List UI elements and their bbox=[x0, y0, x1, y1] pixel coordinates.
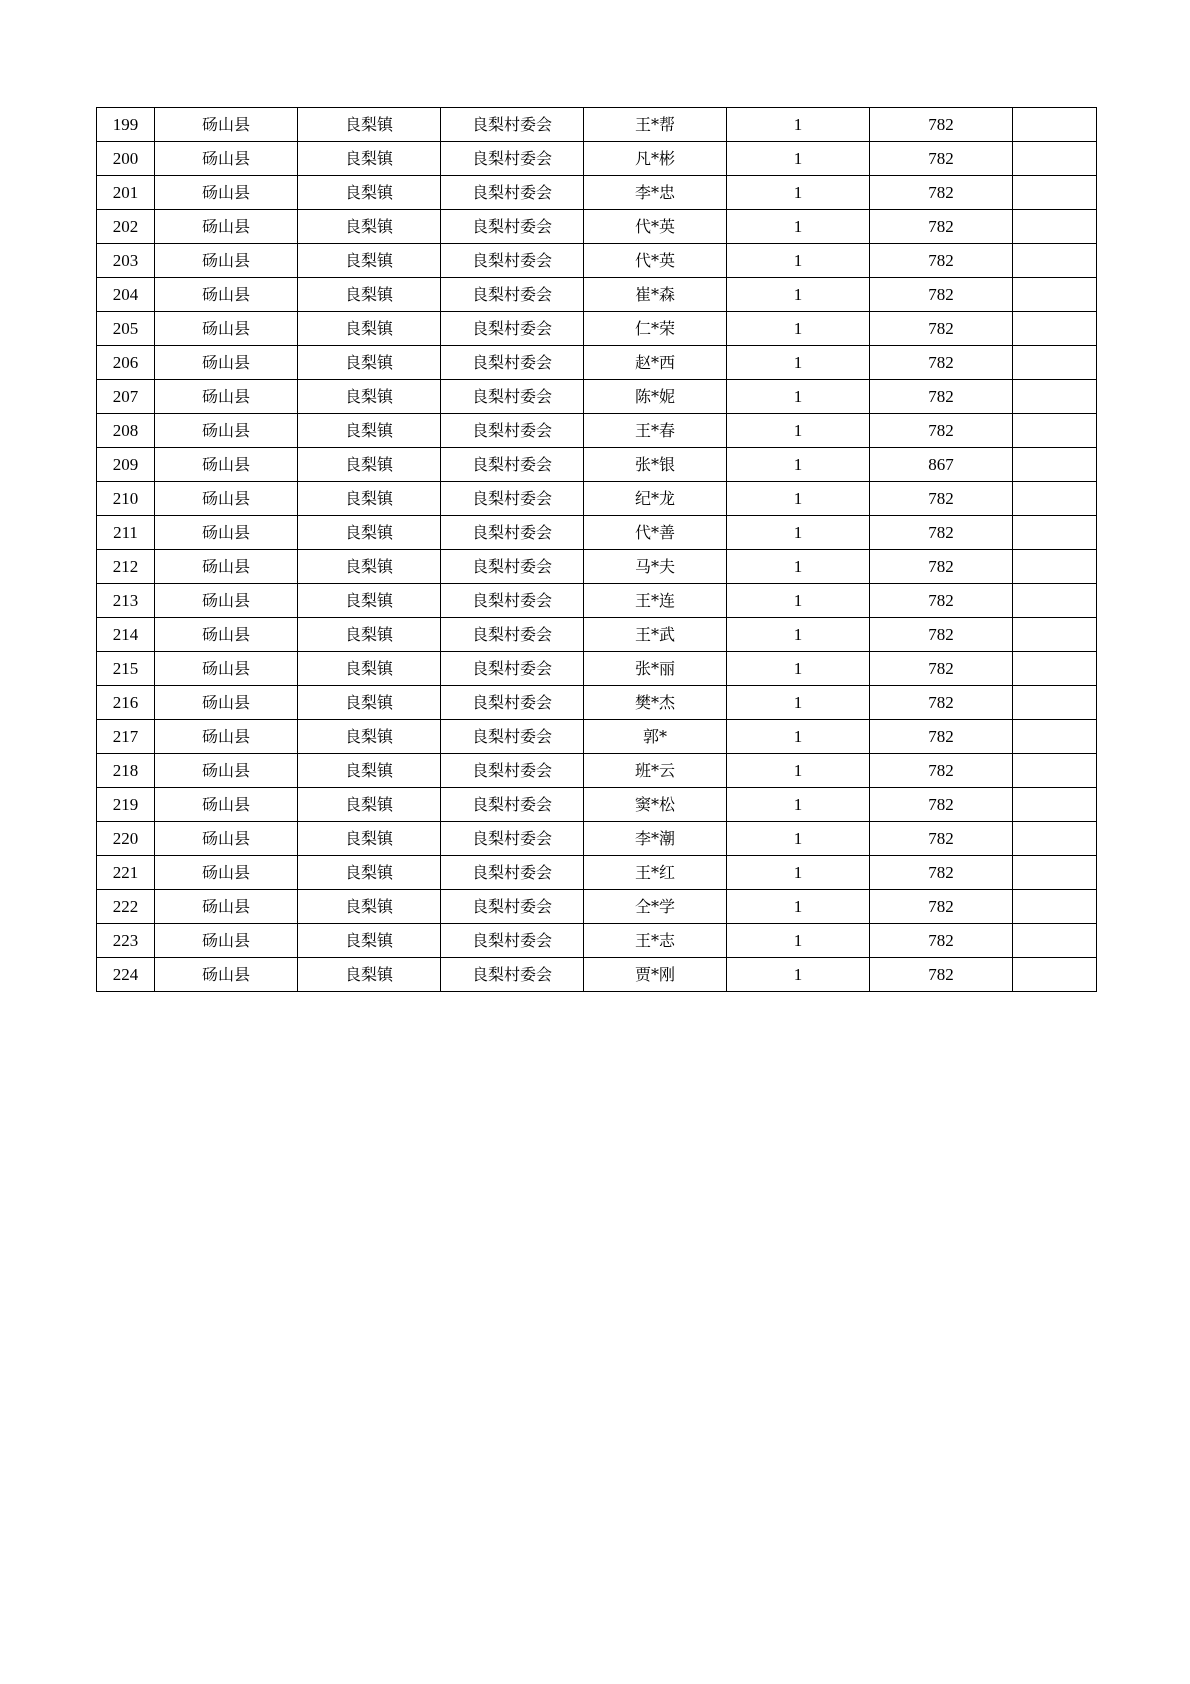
amount-cell: 782 bbox=[870, 210, 1013, 244]
name-cell: 班*云 bbox=[584, 754, 727, 788]
count-cell: 1 bbox=[727, 244, 870, 278]
village-committee-cell: 良梨村委会 bbox=[441, 210, 584, 244]
row-number-cell: 206 bbox=[97, 346, 155, 380]
count-cell: 1 bbox=[727, 414, 870, 448]
amount-cell: 782 bbox=[870, 754, 1013, 788]
town-cell: 良梨镇 bbox=[298, 754, 441, 788]
count-cell: 1 bbox=[727, 176, 870, 210]
count-cell: 1 bbox=[727, 822, 870, 856]
count-cell: 1 bbox=[727, 686, 870, 720]
town-cell: 良梨镇 bbox=[298, 176, 441, 210]
remark-cell bbox=[1013, 788, 1097, 822]
name-cell: 王*连 bbox=[584, 584, 727, 618]
row-number-cell: 219 bbox=[97, 788, 155, 822]
count-cell: 1 bbox=[727, 924, 870, 958]
county-cell: 砀山县 bbox=[155, 516, 298, 550]
village-committee-cell: 良梨村委会 bbox=[441, 278, 584, 312]
town-cell: 良梨镇 bbox=[298, 686, 441, 720]
amount-cell: 782 bbox=[870, 584, 1013, 618]
row-number-cell: 212 bbox=[97, 550, 155, 584]
name-cell: 王*红 bbox=[584, 856, 727, 890]
name-cell: 凡*彬 bbox=[584, 142, 727, 176]
town-cell: 良梨镇 bbox=[298, 822, 441, 856]
town-cell: 良梨镇 bbox=[298, 924, 441, 958]
town-cell: 良梨镇 bbox=[298, 108, 441, 142]
table-row bbox=[97, 142, 1097, 176]
county-cell: 砀山县 bbox=[155, 312, 298, 346]
county-cell: 砀山县 bbox=[155, 482, 298, 516]
amount-cell: 782 bbox=[870, 244, 1013, 278]
town-cell: 良梨镇 bbox=[298, 788, 441, 822]
count-cell: 1 bbox=[727, 210, 870, 244]
remark-cell bbox=[1013, 346, 1097, 380]
amount-cell: 782 bbox=[870, 788, 1013, 822]
table-row bbox=[97, 618, 1097, 652]
amount-cell: 782 bbox=[870, 176, 1013, 210]
subsidy-roster-table bbox=[96, 107, 1097, 992]
county-cell: 砀山县 bbox=[155, 414, 298, 448]
village-committee-cell: 良梨村委会 bbox=[441, 380, 584, 414]
county-cell: 砀山县 bbox=[155, 618, 298, 652]
amount-cell: 782 bbox=[870, 278, 1013, 312]
row-number-cell: 221 bbox=[97, 856, 155, 890]
amount-cell: 782 bbox=[870, 380, 1013, 414]
count-cell: 1 bbox=[727, 652, 870, 686]
village-committee-cell: 良梨村委会 bbox=[441, 414, 584, 448]
town-cell: 良梨镇 bbox=[298, 618, 441, 652]
amount-cell: 782 bbox=[870, 924, 1013, 958]
remark-cell bbox=[1013, 142, 1097, 176]
remark-cell bbox=[1013, 958, 1097, 992]
name-cell: 仝*学 bbox=[584, 890, 727, 924]
county-cell: 砀山县 bbox=[155, 958, 298, 992]
amount-cell: 782 bbox=[870, 142, 1013, 176]
row-number-cell: 200 bbox=[97, 142, 155, 176]
amount-cell: 782 bbox=[870, 550, 1013, 584]
count-cell: 1 bbox=[727, 890, 870, 924]
county-cell: 砀山县 bbox=[155, 720, 298, 754]
county-cell: 砀山县 bbox=[155, 346, 298, 380]
village-committee-cell: 良梨村委会 bbox=[441, 550, 584, 584]
amount-cell: 782 bbox=[870, 822, 1013, 856]
row-number-cell: 224 bbox=[97, 958, 155, 992]
town-cell: 良梨镇 bbox=[298, 244, 441, 278]
table-row bbox=[97, 312, 1097, 346]
row-number-cell: 208 bbox=[97, 414, 155, 448]
amount-cell: 782 bbox=[870, 686, 1013, 720]
county-cell: 砀山县 bbox=[155, 380, 298, 414]
remark-cell bbox=[1013, 380, 1097, 414]
village-committee-cell: 良梨村委会 bbox=[441, 924, 584, 958]
row-number-cell: 209 bbox=[97, 448, 155, 482]
count-cell: 1 bbox=[727, 856, 870, 890]
row-number-cell: 201 bbox=[97, 176, 155, 210]
remark-cell bbox=[1013, 584, 1097, 618]
village-committee-cell: 良梨村委会 bbox=[441, 176, 584, 210]
table-row bbox=[97, 210, 1097, 244]
table-row bbox=[97, 448, 1097, 482]
count-cell: 1 bbox=[727, 516, 870, 550]
remark-cell bbox=[1013, 652, 1097, 686]
county-cell: 砀山县 bbox=[155, 278, 298, 312]
amount-cell: 782 bbox=[870, 516, 1013, 550]
remark-cell bbox=[1013, 550, 1097, 584]
table-row bbox=[97, 176, 1097, 210]
name-cell: 贾*刚 bbox=[584, 958, 727, 992]
county-cell: 砀山县 bbox=[155, 210, 298, 244]
table-row bbox=[97, 754, 1097, 788]
name-cell: 仁*荣 bbox=[584, 312, 727, 346]
table-row bbox=[97, 720, 1097, 754]
village-committee-cell: 良梨村委会 bbox=[441, 346, 584, 380]
name-cell: 张*丽 bbox=[584, 652, 727, 686]
name-cell: 樊*杰 bbox=[584, 686, 727, 720]
count-cell: 1 bbox=[727, 754, 870, 788]
remark-cell bbox=[1013, 720, 1097, 754]
amount-cell: 782 bbox=[870, 856, 1013, 890]
amount-cell: 782 bbox=[870, 720, 1013, 754]
remark-cell bbox=[1013, 244, 1097, 278]
row-number-cell: 223 bbox=[97, 924, 155, 958]
county-cell: 砀山县 bbox=[155, 584, 298, 618]
village-committee-cell: 良梨村委会 bbox=[441, 822, 584, 856]
county-cell: 砀山县 bbox=[155, 754, 298, 788]
table-row bbox=[97, 346, 1097, 380]
village-committee-cell: 良梨村委会 bbox=[441, 244, 584, 278]
town-cell: 良梨镇 bbox=[298, 482, 441, 516]
village-committee-cell: 良梨村委会 bbox=[441, 720, 584, 754]
row-number-cell: 216 bbox=[97, 686, 155, 720]
row-number-cell: 215 bbox=[97, 652, 155, 686]
name-cell: 王*帮 bbox=[584, 108, 727, 142]
name-cell: 崔*森 bbox=[584, 278, 727, 312]
town-cell: 良梨镇 bbox=[298, 380, 441, 414]
row-number-cell: 211 bbox=[97, 516, 155, 550]
name-cell: 赵*西 bbox=[584, 346, 727, 380]
village-committee-cell: 良梨村委会 bbox=[441, 856, 584, 890]
county-cell: 砀山县 bbox=[155, 550, 298, 584]
amount-cell: 782 bbox=[870, 618, 1013, 652]
row-number-cell: 218 bbox=[97, 754, 155, 788]
town-cell: 良梨镇 bbox=[298, 278, 441, 312]
row-number-cell: 202 bbox=[97, 210, 155, 244]
county-cell: 砀山县 bbox=[155, 448, 298, 482]
town-cell: 良梨镇 bbox=[298, 890, 441, 924]
county-cell: 砀山县 bbox=[155, 244, 298, 278]
remark-cell bbox=[1013, 312, 1097, 346]
count-cell: 1 bbox=[727, 720, 870, 754]
table-row bbox=[97, 788, 1097, 822]
name-cell: 纪*龙 bbox=[584, 482, 727, 516]
table-row bbox=[97, 278, 1097, 312]
count-cell: 1 bbox=[727, 380, 870, 414]
town-cell: 良梨镇 bbox=[298, 720, 441, 754]
count-cell: 1 bbox=[727, 278, 870, 312]
row-number-cell: 205 bbox=[97, 312, 155, 346]
village-committee-cell: 良梨村委会 bbox=[441, 618, 584, 652]
remark-cell bbox=[1013, 924, 1097, 958]
remark-cell bbox=[1013, 856, 1097, 890]
count-cell: 1 bbox=[727, 482, 870, 516]
name-cell: 王*武 bbox=[584, 618, 727, 652]
table-row bbox=[97, 890, 1097, 924]
county-cell: 砀山县 bbox=[155, 652, 298, 686]
town-cell: 良梨镇 bbox=[298, 448, 441, 482]
row-number-cell: 210 bbox=[97, 482, 155, 516]
village-committee-cell: 良梨村委会 bbox=[441, 584, 584, 618]
town-cell: 良梨镇 bbox=[298, 958, 441, 992]
count-cell: 1 bbox=[727, 958, 870, 992]
town-cell: 良梨镇 bbox=[298, 856, 441, 890]
village-committee-cell: 良梨村委会 bbox=[441, 516, 584, 550]
count-cell: 1 bbox=[727, 584, 870, 618]
row-number-cell: 207 bbox=[97, 380, 155, 414]
county-cell: 砀山县 bbox=[155, 176, 298, 210]
table-row bbox=[97, 584, 1097, 618]
remark-cell bbox=[1013, 890, 1097, 924]
remark-cell bbox=[1013, 108, 1097, 142]
table-row bbox=[97, 380, 1097, 414]
village-committee-cell: 良梨村委会 bbox=[441, 788, 584, 822]
county-cell: 砀山县 bbox=[155, 822, 298, 856]
remark-cell bbox=[1013, 516, 1097, 550]
row-number-cell: 199 bbox=[97, 108, 155, 142]
table-row bbox=[97, 652, 1097, 686]
name-cell: 王*春 bbox=[584, 414, 727, 448]
village-committee-cell: 良梨村委会 bbox=[441, 448, 584, 482]
name-cell: 李*忠 bbox=[584, 176, 727, 210]
remark-cell bbox=[1013, 278, 1097, 312]
count-cell: 1 bbox=[727, 142, 870, 176]
table-row bbox=[97, 822, 1097, 856]
amount-cell: 867 bbox=[870, 448, 1013, 482]
town-cell: 良梨镇 bbox=[298, 312, 441, 346]
table-row bbox=[97, 856, 1097, 890]
row-number-cell: 222 bbox=[97, 890, 155, 924]
village-committee-cell: 良梨村委会 bbox=[441, 958, 584, 992]
town-cell: 良梨镇 bbox=[298, 414, 441, 448]
town-cell: 良梨镇 bbox=[298, 142, 441, 176]
table-row bbox=[97, 482, 1097, 516]
name-cell: 王*志 bbox=[584, 924, 727, 958]
row-number-cell: 213 bbox=[97, 584, 155, 618]
name-cell: 代*善 bbox=[584, 516, 727, 550]
county-cell: 砀山县 bbox=[155, 686, 298, 720]
name-cell: 代*英 bbox=[584, 210, 727, 244]
name-cell: 张*银 bbox=[584, 448, 727, 482]
amount-cell: 782 bbox=[870, 890, 1013, 924]
table-row bbox=[97, 516, 1097, 550]
row-number-cell: 217 bbox=[97, 720, 155, 754]
name-cell: 马*夫 bbox=[584, 550, 727, 584]
amount-cell: 782 bbox=[870, 312, 1013, 346]
table-row bbox=[97, 924, 1097, 958]
row-number-cell: 214 bbox=[97, 618, 155, 652]
town-cell: 良梨镇 bbox=[298, 550, 441, 584]
table-row bbox=[97, 550, 1097, 584]
village-committee-cell: 良梨村委会 bbox=[441, 652, 584, 686]
remark-cell bbox=[1013, 414, 1097, 448]
village-committee-cell: 良梨村委会 bbox=[441, 482, 584, 516]
count-cell: 1 bbox=[727, 618, 870, 652]
name-cell: 郭* bbox=[584, 720, 727, 754]
county-cell: 砀山县 bbox=[155, 108, 298, 142]
table-body bbox=[97, 108, 1097, 992]
village-committee-cell: 良梨村委会 bbox=[441, 686, 584, 720]
name-cell: 窦*松 bbox=[584, 788, 727, 822]
amount-cell: 782 bbox=[870, 108, 1013, 142]
count-cell: 1 bbox=[727, 448, 870, 482]
count-cell: 1 bbox=[727, 346, 870, 380]
remark-cell bbox=[1013, 618, 1097, 652]
remark-cell bbox=[1013, 176, 1097, 210]
count-cell: 1 bbox=[727, 312, 870, 346]
county-cell: 砀山县 bbox=[155, 142, 298, 176]
table-row bbox=[97, 414, 1097, 448]
village-committee-cell: 良梨村委会 bbox=[441, 890, 584, 924]
county-cell: 砀山县 bbox=[155, 856, 298, 890]
county-cell: 砀山县 bbox=[155, 890, 298, 924]
amount-cell: 782 bbox=[870, 482, 1013, 516]
amount-cell: 782 bbox=[870, 958, 1013, 992]
amount-cell: 782 bbox=[870, 346, 1013, 380]
county-cell: 砀山县 bbox=[155, 924, 298, 958]
amount-cell: 782 bbox=[870, 414, 1013, 448]
table-row bbox=[97, 958, 1097, 992]
table-row bbox=[97, 108, 1097, 142]
row-number-cell: 203 bbox=[97, 244, 155, 278]
village-committee-cell: 良梨村委会 bbox=[441, 312, 584, 346]
town-cell: 良梨镇 bbox=[298, 652, 441, 686]
amount-cell: 782 bbox=[870, 652, 1013, 686]
county-cell: 砀山县 bbox=[155, 788, 298, 822]
count-cell: 1 bbox=[727, 550, 870, 584]
town-cell: 良梨镇 bbox=[298, 210, 441, 244]
town-cell: 良梨镇 bbox=[298, 346, 441, 380]
name-cell: 代*英 bbox=[584, 244, 727, 278]
remark-cell bbox=[1013, 210, 1097, 244]
row-number-cell: 220 bbox=[97, 822, 155, 856]
name-cell: 陈*妮 bbox=[584, 380, 727, 414]
remark-cell bbox=[1013, 448, 1097, 482]
count-cell: 1 bbox=[727, 108, 870, 142]
village-committee-cell: 良梨村委会 bbox=[441, 108, 584, 142]
remark-cell bbox=[1013, 754, 1097, 788]
count-cell: 1 bbox=[727, 788, 870, 822]
town-cell: 良梨镇 bbox=[298, 516, 441, 550]
village-committee-cell: 良梨村委会 bbox=[441, 142, 584, 176]
village-committee-cell: 良梨村委会 bbox=[441, 754, 584, 788]
town-cell: 良梨镇 bbox=[298, 584, 441, 618]
remark-cell bbox=[1013, 822, 1097, 856]
remark-cell bbox=[1013, 686, 1097, 720]
remark-cell bbox=[1013, 482, 1097, 516]
table-row bbox=[97, 686, 1097, 720]
name-cell: 李*潮 bbox=[584, 822, 727, 856]
table-row bbox=[97, 244, 1097, 278]
row-number-cell: 204 bbox=[97, 278, 155, 312]
